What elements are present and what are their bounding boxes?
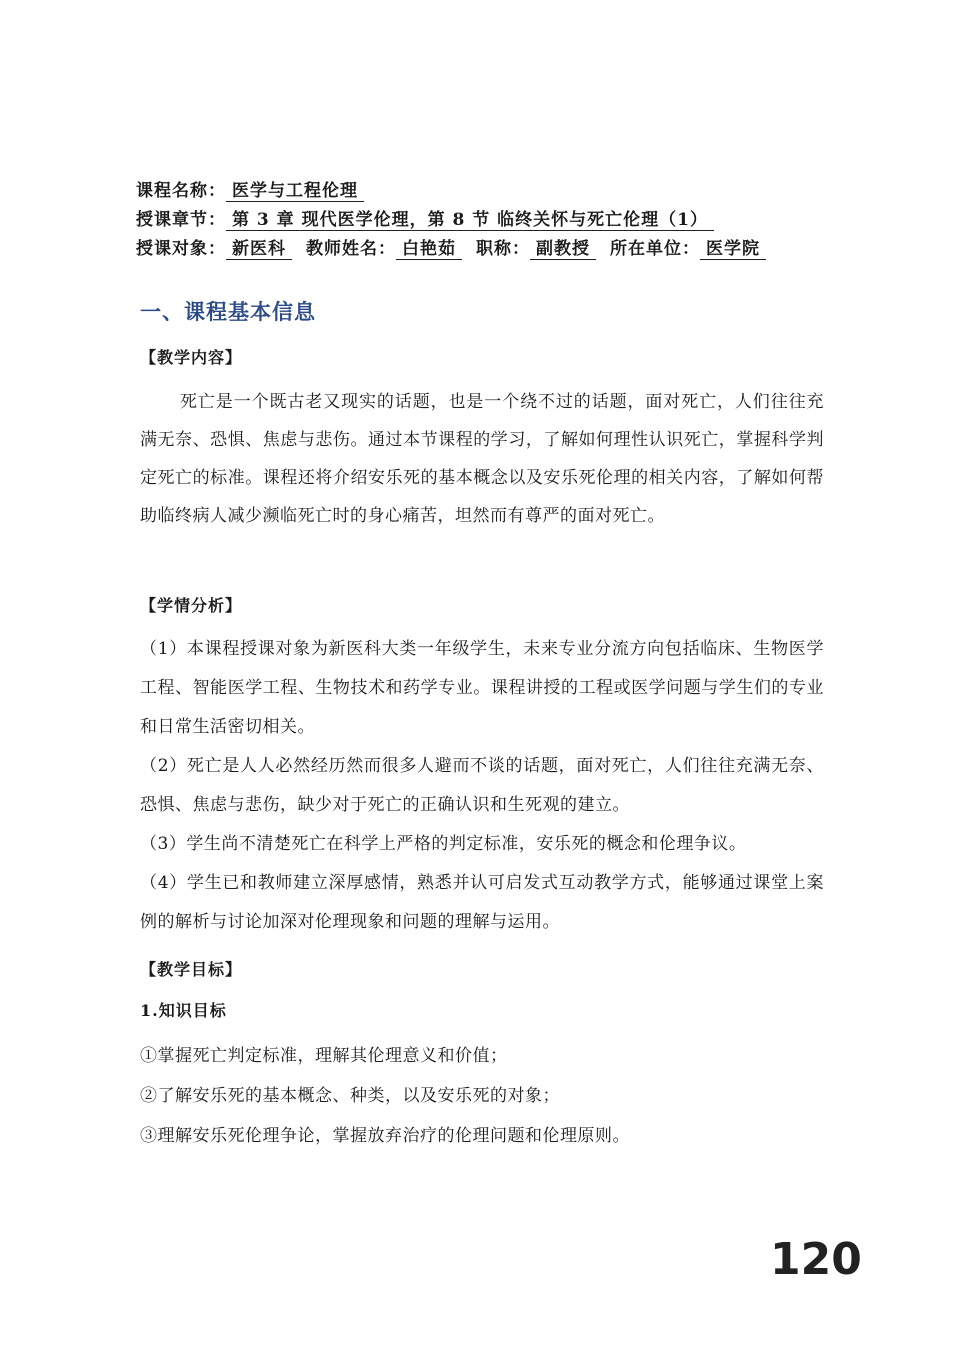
chapter-line [136, 206, 836, 235]
knowledge-goals-heading: 1.知识目标 [140, 1001, 227, 1020]
title-value: 副教授 [530, 239, 596, 260]
list-item: （3）学生尚不清楚死亡在科学上严格的判定标准，安乐死的概念和伦理争议。 [140, 834, 747, 854]
teaching-content-text: 死亡是一个既古老又现实的话题，也是一个绕不过的话题，面对死亡，人们往往充满无奈、恐惧、焦虑与悲伤。通过本节课程的学习，了解如何理性认识死亡，掌握科学判定死亡的标准。课程还将介绍安乐死的基本概念以及安乐死伦理的相关内容，了解如何帮助临终病人减少濒临死亡时的身心痛苦，坦然而有尊严的面对死亡。 [140, 392, 824, 526]
teacher-label: 教师姓名： [306, 239, 396, 259]
teacher-value: 白艳茹 [396, 239, 462, 260]
list-item: （1）本课程授课对象为新医科大类一年级学生，未来专业分流方向包括临床、生物医学工程、智能医学工程、生物技术和药学专业。课程讲授的工程或医学问题与学生们的专业和日常生活密切相关。 [140, 639, 824, 737]
unit-label: 所在单位： [610, 239, 700, 259]
course-name-label: 课程名称： [136, 181, 226, 201]
audience-value: 新医科 [226, 239, 292, 260]
knowledge-goals-list [140, 1036, 824, 1156]
page-number: 120 [770, 1234, 862, 1285]
course-name-value: 医学与工程伦理 [226, 181, 364, 202]
learning-analysis-heading: 【学情分析】 [140, 596, 243, 615]
teaching-content-heading: 【教学内容】 [140, 348, 243, 367]
course-name-line [136, 177, 836, 206]
unit-value: 医学院 [700, 239, 766, 260]
audience-line [136, 235, 836, 264]
audience-label: 授课对象： [136, 239, 226, 259]
list-item: ③理解安乐死伦理争论，掌握放弃治疗的伦理问题和伦理原则。 [140, 1126, 630, 1146]
chapter-value: 第 3 章 现代医学伦理，第 8 节 临终关怀与死亡伦理（1） [226, 210, 714, 231]
list-item: ①掌握死亡判定标准，理解其伦理意义和价值； [140, 1046, 508, 1066]
chapter-label: 授课章节： [136, 210, 226, 230]
course-header [136, 177, 836, 264]
list-item: （4）学生已和教师建立深厚感情，熟悉并认可启发式互动教学方式，能够通过课堂上案例的解析与讨论加深对伦理现象和问题的理解与运用。 [140, 873, 824, 932]
section-title: 一、课程基本信息 [140, 300, 316, 324]
learning-analysis-list [140, 630, 824, 942]
list-item: ②了解安乐死的基本概念、种类，以及安乐死的对象； [140, 1086, 560, 1106]
teaching-goals-heading: 【教学目标】 [140, 960, 243, 979]
title-label: 职称： [476, 239, 530, 259]
list-item: （2）死亡是人人必然经历然而很多人避而不谈的话题，面对死亡，人们往往充满无奈、恐惧、焦虑与悲伤，缺少对于死亡的正确认识和生死观的建立。 [140, 756, 824, 815]
